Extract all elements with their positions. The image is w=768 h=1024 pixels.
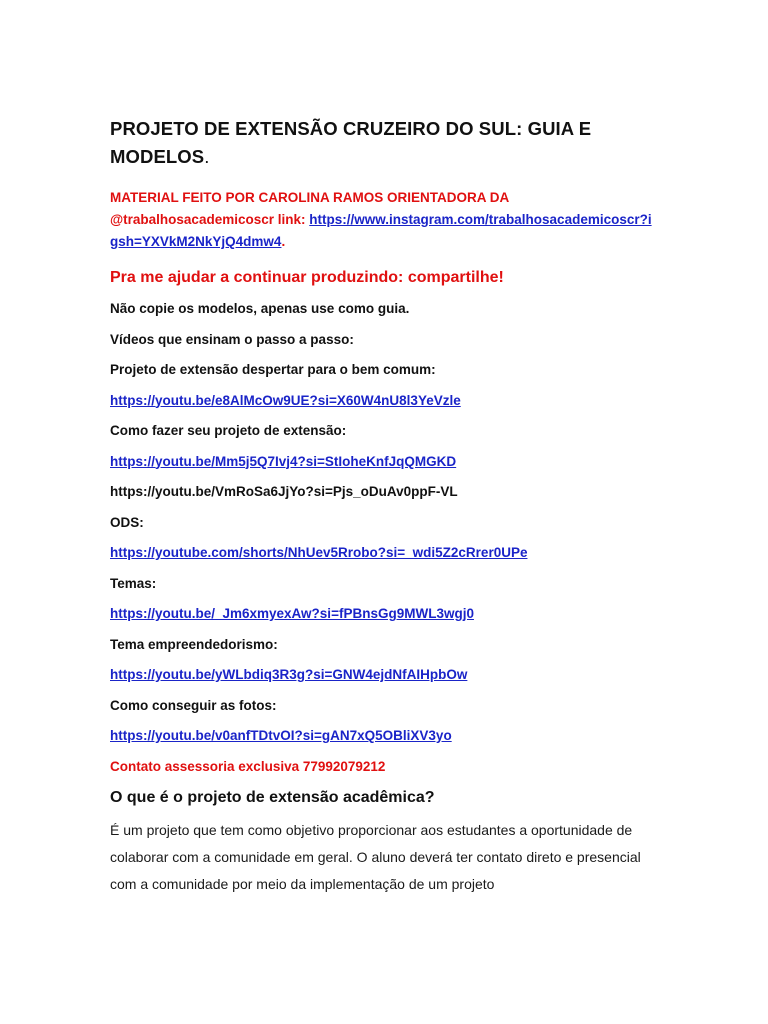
author-credit-dot: . xyxy=(281,234,286,249)
videos-heading: Vídeos que ensinam o passo a passo: xyxy=(110,331,354,347)
despertar-video-link[interactable]: https://youtu.be/e8AlMcOw9UE?si=X60W4nU8l3YeVzle xyxy=(110,392,461,408)
como-fazer-video-link[interactable]: https://youtu.be/Mm5j5Q7Ivj4?si=StIoheKnfJqQMGKD xyxy=(110,453,457,469)
temas-label: Temas: xyxy=(110,575,157,591)
ods-label: ODS: xyxy=(110,514,144,530)
share-call-to-action: Pra me ajudar a continuar produzindo: compartilhe! xyxy=(110,269,504,286)
temas-video-link[interactable]: https://youtu.be/_Jm6xmyexAw?si=fPBnsGg9MWL3wgj0 xyxy=(110,606,474,621)
document-title-text: PROJETO DE EXTENSÃO CRUZEIRO DO SUL: GUIA E MODELOS xyxy=(110,118,592,167)
empreendedorismo-label: Tema empreendedorismo: xyxy=(110,636,278,652)
document-title xyxy=(110,115,658,171)
document-title-dot: . xyxy=(204,146,210,167)
section-heading: O que é o projeto de extensão acadêmica? xyxy=(110,788,435,806)
como-fazer-plain-url: https://youtu.be/VmRoSa6JjYo?si=Pjs_oDuAv0ppF-VL xyxy=(110,484,458,499)
despertar-label: Projeto de extensão despertar para o bem comum: xyxy=(110,362,436,377)
contact-info: Contato assessoria exclusiva 77992079212 xyxy=(110,758,386,774)
author-credit-text: MATERIAL FEITO POR CAROLINA RAMOS ORIENTADORA DA @trabalhosacademicoscr link: xyxy=(110,190,509,227)
ods-video-link[interactable]: https://youtube.com/shorts/NhUev5Rrobo?si=_wdi5Z2cRrer0UPe xyxy=(110,545,528,560)
fotos-video-link[interactable]: https://youtu.be/v0anfTDtvOI?si=gAN7xQ5OBliXV3yo xyxy=(110,728,452,743)
guide-notice: Não copie os modelos, apenas use como guia. xyxy=(110,301,410,316)
como-fazer-label: Como fazer seu projeto de extensão: xyxy=(110,423,347,438)
author-credit xyxy=(110,187,658,253)
fotos-label: Como conseguir as fotos: xyxy=(110,697,277,713)
section-paragraph: É um projeto que tem como objetivo proporcionar aos estudantes a oportunidade de colaborar com a comunidade em geral. O aluno deverá ter contato direto e presencial com a comunidade por meio da implementação de um projeto xyxy=(110,821,641,892)
instagram-link[interactable]: https://www.instagram.com/trabalhosacademicoscr?igsh=YXVkM2NkYjQ4dmw4 xyxy=(110,212,652,249)
empreendedorismo-video-link[interactable]: https://youtu.be/yWLbdiq3R3g?si=GNW4ejdNfAIHpbOw xyxy=(110,667,468,682)
